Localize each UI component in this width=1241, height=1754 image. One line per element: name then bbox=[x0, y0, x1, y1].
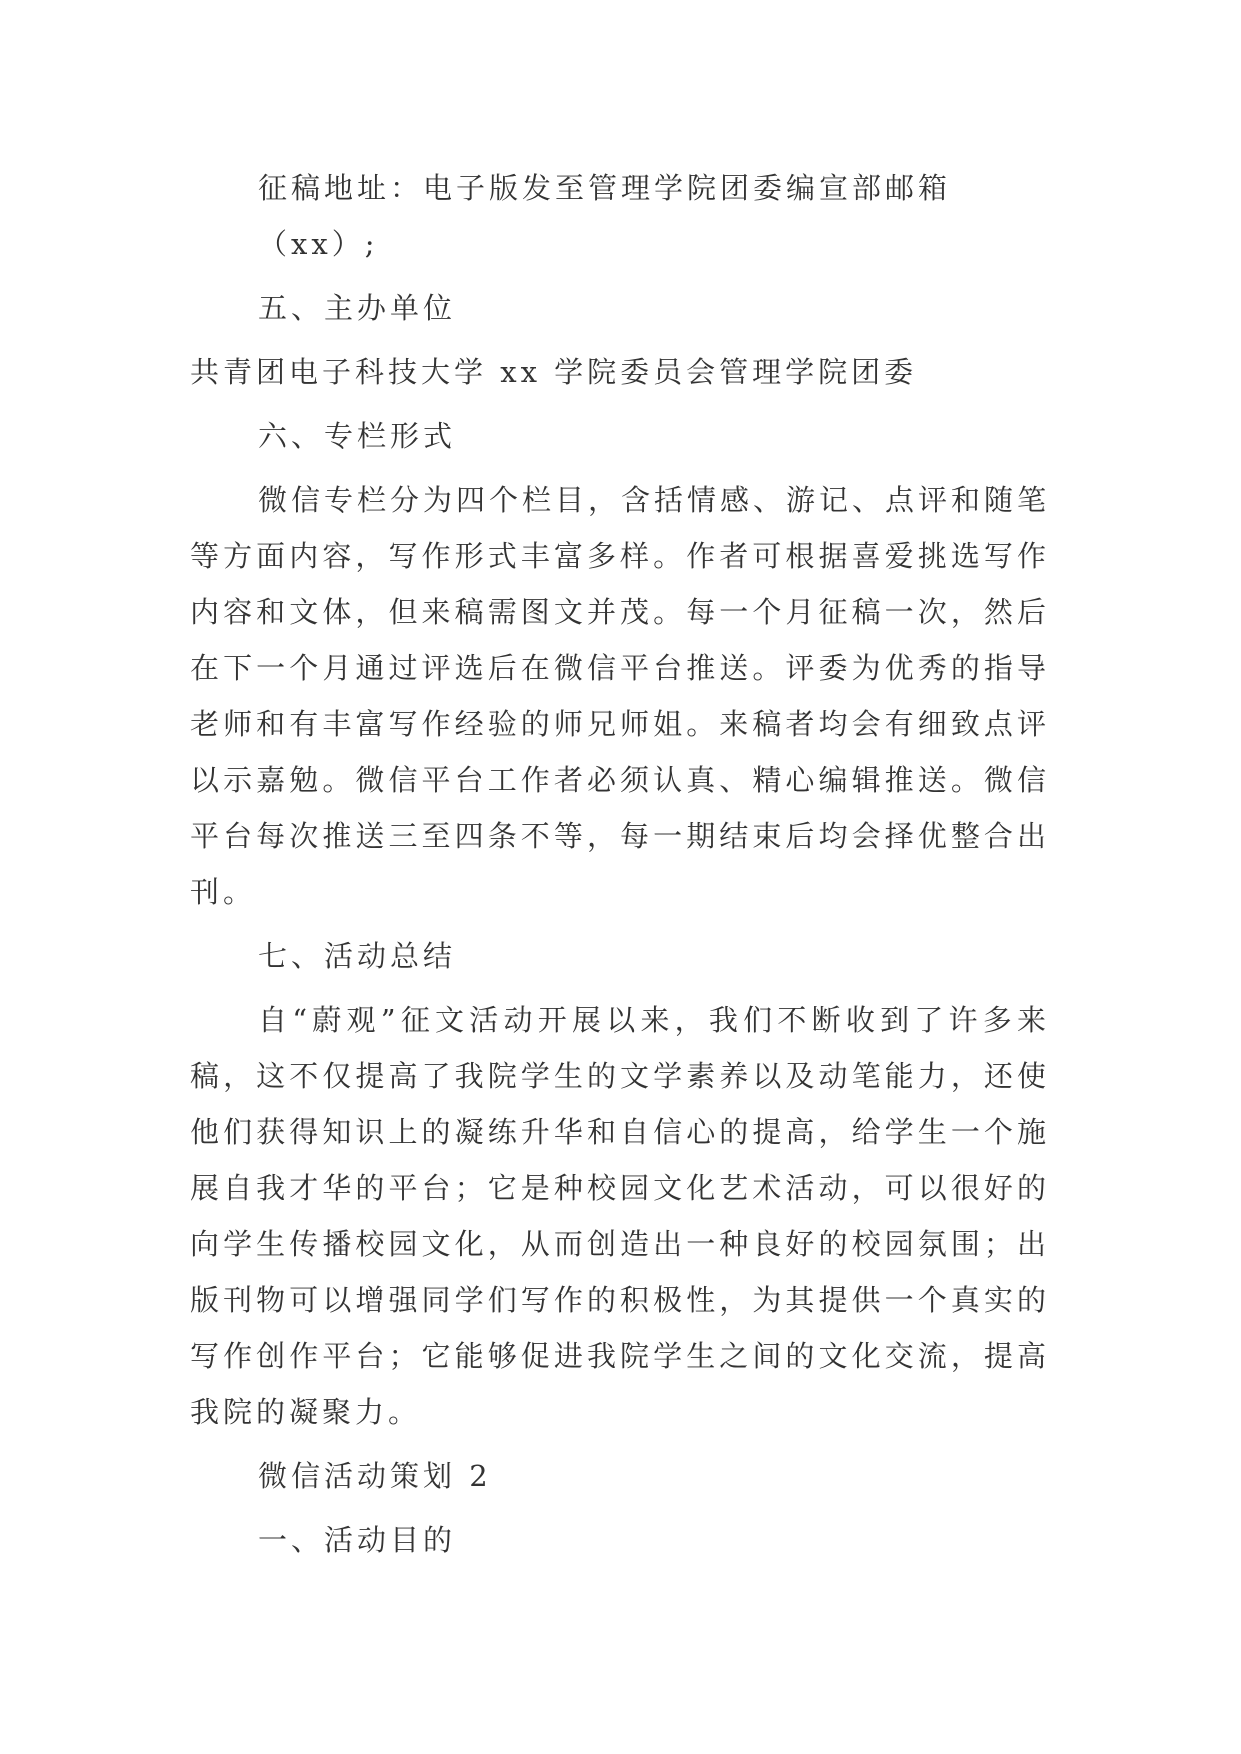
section-6-paragraph: 微信专栏分为四个栏目，含括情感、游记、点评和随笔等方面内容，写作形式丰富多样。作者可根据喜爱挑选写作内容和文体，但来稿需图文并茂。每一个月征稿一次，然后在下一个月通过评选后在微信平台推送。评委为优秀的指导老师和有丰富写作经验的师兄师姐。来稿者均会有细致点评以示嘉勉。微信平台工作者必须认真、精心编辑推送。微信平台每次推送三至四条不等，每一期结束后均会择优整合出刊。 bbox=[190, 483, 1051, 909]
submission-address-line: 征稿地址：电子版发至管理学院团委编宣部邮箱（xx）; bbox=[258, 171, 952, 261]
section-7-paragraph: 自“蔚观”征文活动开展以来，我们不断收到了许多来稿，这不仅提高了我院学生的文学素养以及动笔能力，还使他们获得知识上的凝练升华和自信心的提高，给学生一个施展自我才华的平台；它是种校园文化艺术活动，可以很好的向学生传播校园文化，从而创造出一种良好的校园氛围；出版刊物可以增强同学们写作的积极性，为其提供一个真实的写作创作平台；它能够促进我院学生之间的文化交流，提高我院的凝聚力。 bbox=[190, 1003, 1050, 1429]
section-5-organizer: 共青团电子科技大学 xx 学院委员会管理学院团委 bbox=[190, 355, 918, 389]
plan-2-title: 微信活动策划 2 bbox=[258, 1459, 492, 1493]
section-6-heading: 六、专栏形式 bbox=[258, 419, 457, 453]
plan-2-section-1-heading: 一、活动目的 bbox=[258, 1523, 457, 1557]
document-body bbox=[190, 160, 1050, 1568]
section-7-heading: 七、活动总结 bbox=[258, 939, 457, 973]
section-5-heading: 五、主办单位 bbox=[258, 291, 457, 325]
